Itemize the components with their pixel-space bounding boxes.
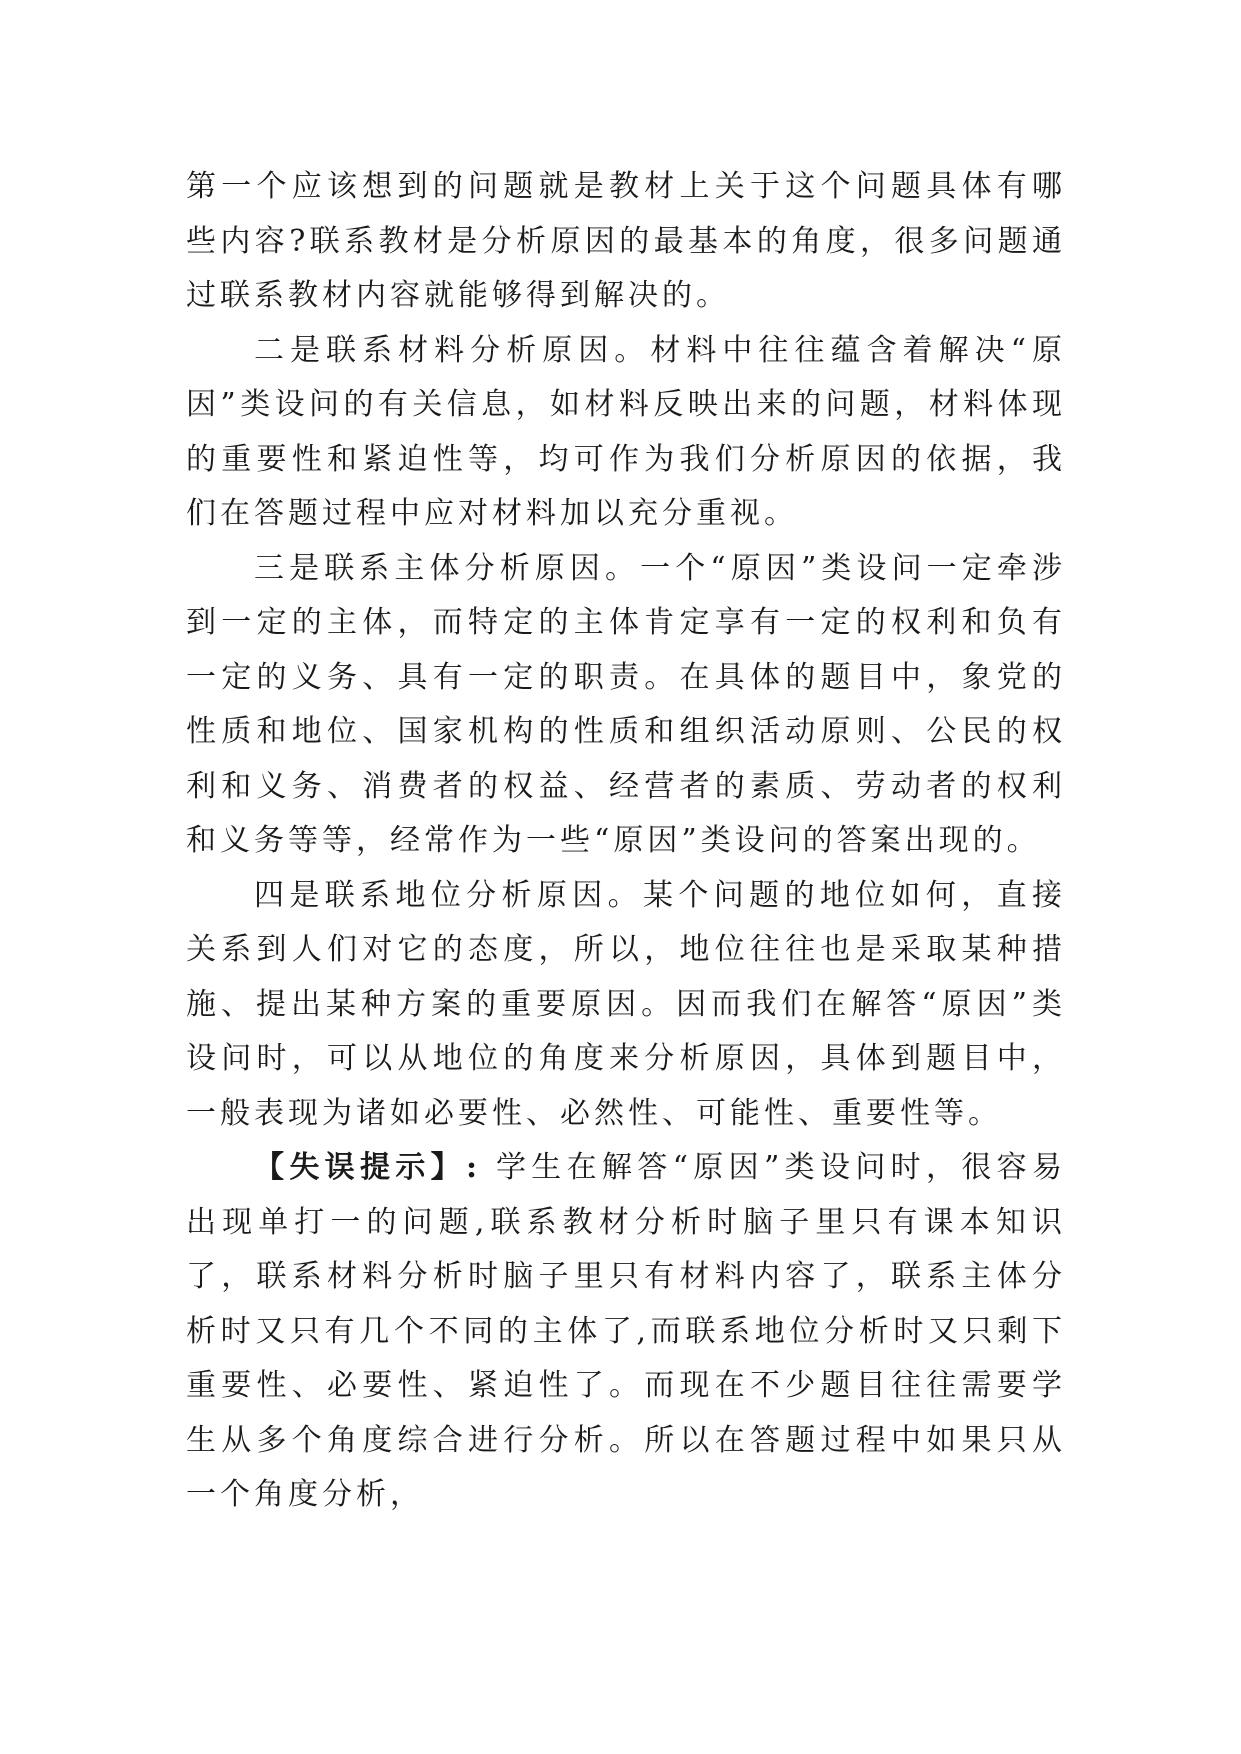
paragraph-continuation: 第一个应该想到的问题就是教材上关于这个问题具体有哪些内容?联系教材是分析原因的最基本的角度，很多问题通过联系教材内容就能够得到解决的。: [186, 169, 1066, 313]
paragraph-subject-analysis: 三是联系主体分析原因。一个“原因”类设问一定牵涉到一定的主体，而特定的主体肯定享有一定的权利和负有一定的义务、具有一定的职责。在具体的题目中，象党的性质和地位、国家机构的性质和组织活动原则、公民的权利和义务、消费者的权益、经营者的素质、劳动者的权利和义务等等，经常作为一些“原因”类设问的答案出现的。: [186, 550, 1066, 858]
error-tip-text: 学生在解答“原因”类设问时，很容易出现单打一的问题,联系教材分析时脑子里只有课本知识了，联系材料分析时脑子里只有材料内容了，联系主体分析时又只有几个不同的主体了,而联系地位分析时又只剩下重要性、必要性、紧迫性了。而现在不少题目往往需要学生从多个角度综合进行分析。所以在答题过程中如果只从一个角度分析，: [186, 1150, 1066, 1512]
error-tip-label: 【失误提示】:: [254, 1150, 482, 1185]
paragraph-error-tip: [186, 1141, 1066, 1523]
document-body: [186, 160, 1066, 1523]
paragraph-status-analysis: 四是联系地位分析原因。某个问题的地位如何，直接关系到人们对它的态度，所以，地位往往也是采取某种措施、提出某种方案的重要原因。因而我们在解答“原因”类设问时，可以从地位的角度来分析原因，具体到题目中，一般表现为诸如必要性、必然性、可能性、重要性等。: [186, 877, 1066, 1131]
paragraph-material-analysis: 二是联系材料分析原因。材料中往往蕴含着解决“原因”类设问的有关信息，如材料反映出来的问题，材料体现的重要性和紧迫性等，均可作为我们分析原因的依据，我们在答题过程中应对材料加以充分重视。: [186, 332, 1066, 531]
